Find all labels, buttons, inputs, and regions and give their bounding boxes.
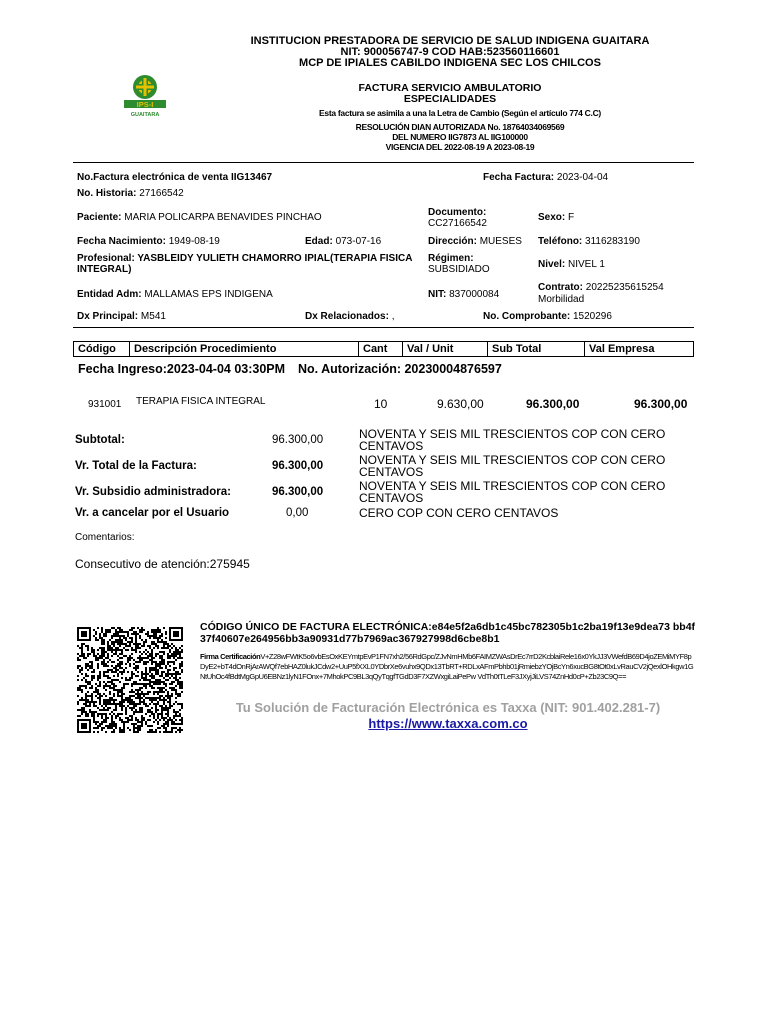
- col-header-description: Descripción Procedimiento: [129, 341, 359, 357]
- patient-age: Edad: 073-07-16: [305, 236, 382, 247]
- institution-mcp: MCP DE IPIALES CABILDO INDIGENA SEC LOS CHILCOS: [299, 57, 601, 69]
- resolution-range: DEL NUMERO IIG7873 AL IIG100000: [392, 132, 528, 142]
- user-payment-words: CERO COP CON CERO CENTAVOS: [359, 506, 559, 520]
- history-number: No. Historia: 27166542: [77, 188, 184, 199]
- row-company-value: 96.300,00: [634, 397, 688, 411]
- subsidy-label: Vr. Subsidio administradora:: [75, 486, 231, 498]
- resolution-validity: VIGENCIA DEL 2022-08-19 A 2023-08-19: [385, 142, 535, 152]
- cufe-code: CÓDIGO ÚNICO DE FACTURA ELECTRÓNICA:e84e5f2a6db1c45bc782305b1c2ba19f13e9dea73 bb4f37f40607e264956bb3a90931d77b7969ac367927998d6cbe8b1: [200, 621, 696, 645]
- row-subtotal: 96.300,00: [526, 397, 580, 411]
- institution-name: INSTITUCION PRESTADORA DE SERVICIO DE SALUD INDIGENA GUAITARA: [250, 35, 650, 47]
- logo-subtext: GUAITARA: [130, 112, 160, 118]
- birth-date: Fecha Nacimiento: 1949-08-19: [77, 236, 220, 247]
- provider-tagline: Tu Solución de Facturación Electrónica es Taxxa (NIT: 901.402.281-7): [235, 700, 661, 715]
- authorization-number: No. Autorización: 20230004876597: [298, 362, 502, 376]
- legal-note: Esta factura se asimila a una la Letra de Cambio (Según el artículo 774 C.C): [319, 108, 601, 118]
- invoice-type-subtitle: ESPECIALIDADES: [403, 93, 497, 105]
- subtotal-value: 96.300,00: [272, 434, 324, 446]
- invoice-number: No.Factura electrónica de venta IIG13467: [77, 172, 273, 183]
- contract: Contrato: 20225235615254 Morbilidad: [538, 282, 664, 305]
- patient-address: Dirección: MUESES: [428, 236, 522, 247]
- subsidy-words: NOVENTA Y SEIS MIL TRESCIENTOS COP CON CERO CENTAVOS: [359, 479, 666, 505]
- user-payment-label: Vr. a cancelar por el Usuario: [75, 507, 230, 519]
- col-header-subtotal: Sub Total: [487, 341, 585, 357]
- professional: Profesional: YASBLEIDY YULIETH CHAMORRO IPIAL(TERAPIA FISICA INTEGRAL): [77, 253, 413, 275]
- logo-text: IPS-I: [136, 100, 154, 109]
- voucher-number: No. Comprobante: 1520296: [483, 311, 612, 322]
- invoice-type-title: FACTURA SERVICIO AMBULATORIO: [358, 82, 542, 94]
- provider-link[interactable]: https://www.taxxa.com.co: [368, 716, 528, 731]
- certification-signature: Firma CertificaciónV+Z28wFWtK5o6vbEsOxKEYmtpEvP1FN7xh2/56RdGpc/ZJvNmHMb6FAIMZWAsDrEc7rrD2KcblaiRele16x0YkJJ3VWefdB69D4joZEMiMYF8pDyE2+bT4dOnRjArAWQf7ebHAZ0lukJCdw2+UuP5fXXL0YDbrXe6vuhx9QDx13TbRT+RDLxAFmPbhb01jRmiebzYOjBcYn6xucBG8tOt0xLvRauCV2jQexlOHkgw1GNtUhOc4fBdtMgGpU6EBNz1lyN1FOnx+7MhokPC9BL3qQyTqgfTGdD3F7XZWxgiLaiPePw VdTh0tTLeF3JXyjJiLVS74ZnHd0cP+Zb23C9Q==: [200, 652, 694, 681]
- institution-nit: NIT: 900056747-9 COD HAB:523560116601: [340, 46, 560, 58]
- col-header-company-value: Val Empresa: [584, 341, 694, 357]
- col-header-unit-value: Val / Unit: [402, 341, 488, 357]
- invoice-total-value: 96.300,00: [272, 460, 324, 472]
- patient-document: Documento: CC27166542: [428, 207, 487, 229]
- subtotal-words: NOVENTA Y SEIS MIL TRESCIENTOS COP CON CERO CENTAVOS: [359, 427, 666, 453]
- attention-consecutive: Consecutivo de atención:275945: [75, 557, 250, 571]
- patient-phone: Teléfono: 3116283190: [538, 236, 640, 247]
- row-description: TERAPIA FISICA INTEGRAL: [136, 396, 266, 407]
- ips-logo: [118, 72, 172, 118]
- subtotal-label: Subtotal:: [75, 434, 125, 446]
- comments-label: Comentarios:: [75, 532, 135, 543]
- entity-nit: NIT: 837000084: [428, 289, 500, 300]
- divider-bottom: [73, 327, 694, 328]
- invoice-total-words: NOVENTA Y SEIS MIL TRESCIENTOS COP CON CERO CENTAVOS: [359, 453, 666, 479]
- divider-top: [73, 162, 694, 163]
- col-header-quantity: Cant: [358, 341, 403, 357]
- row-quantity: 10: [374, 397, 388, 411]
- qr-code: [77, 627, 183, 733]
- row-unit-value: 9.630,00: [437, 397, 484, 411]
- col-header-code: Código: [73, 341, 130, 357]
- admission-date: Fecha Ingreso:2023-04-04 03:30PM: [78, 362, 286, 376]
- regime: Régimen: SUBSIDIADO: [428, 253, 490, 275]
- level: Nivel: NIVEL 1: [538, 259, 605, 270]
- primary-diagnosis: Dx Principal: M541: [77, 311, 166, 322]
- resolution-number: RESOLUCIÓN DIAN AUTORIZADA No. 18764034069569: [355, 122, 565, 132]
- patient-sex: Sexo: F: [538, 212, 575, 223]
- row-code: 931001: [88, 399, 122, 410]
- related-diagnosis: Dx Relacionados: ,: [305, 311, 395, 322]
- subsidy-value: 96.300,00: [272, 486, 324, 498]
- invoice-date: Fecha Factura: 2023-04-04: [483, 172, 609, 183]
- invoice-total-label: Vr. Total de la Factura:: [75, 460, 197, 472]
- user-payment-value: 0,00: [286, 507, 309, 519]
- patient-name: Paciente: MARIA POLICARPA BENAVIDES PINCHAO: [77, 212, 322, 223]
- administrator-entity: Entidad Adm: MALLAMAS EPS INDIGENA: [77, 289, 273, 300]
